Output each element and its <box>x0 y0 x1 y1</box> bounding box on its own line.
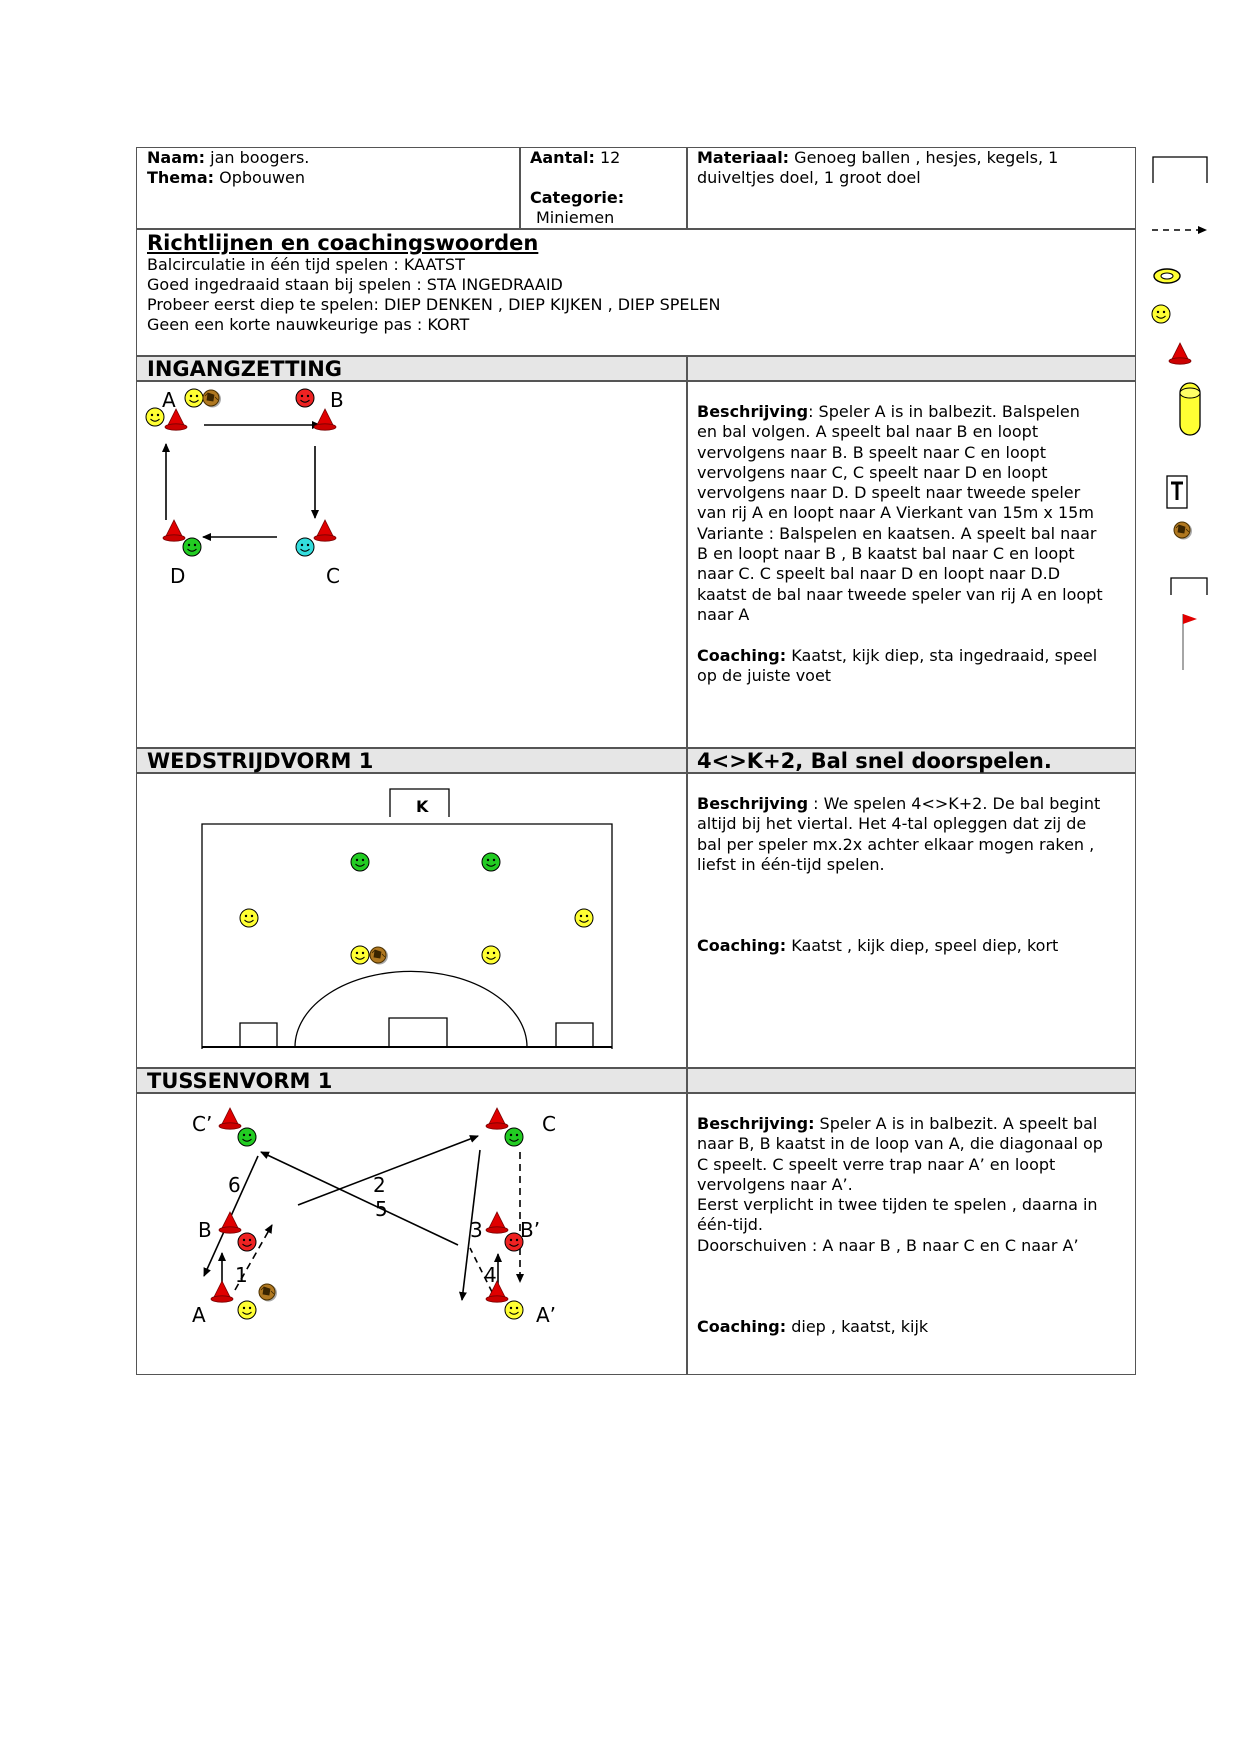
label-5: 5 <box>375 1197 388 1221</box>
small-goal-icon <box>1153 157 1207 183</box>
column-divider <box>686 355 688 1375</box>
label-b: B <box>330 388 344 412</box>
pitch-outline <box>202 824 612 1049</box>
ball-a <box>203 390 221 408</box>
categorie-label: Categorie: <box>530 188 625 207</box>
cone-b <box>314 409 336 430</box>
label-4: 4 <box>484 1263 497 1287</box>
cone-c-prime <box>219 1108 241 1129</box>
label-a: A <box>192 1303 206 1327</box>
green-player-2 <box>482 853 500 871</box>
player-c-prime <box>238 1128 256 1146</box>
guideline-2: Goed ingedraaid staan bij spelen : STA INGEDRAAID <box>147 275 563 294</box>
label-2: 2 <box>373 1173 386 1197</box>
materiaal-value-2: duiveltjes doel, 1 groot doel <box>697 168 921 187</box>
naam-field: Naam: jan boogers. <box>147 148 310 167</box>
center-arc <box>295 971 527 1047</box>
label-a-prime: A’ <box>536 1303 557 1327</box>
categorie-value: Miniemen <box>536 208 615 227</box>
aantal-value: 12 <box>600 148 621 167</box>
section1-diagram <box>140 383 540 593</box>
header-divider-1 <box>519 147 521 229</box>
small-goal-left <box>240 1023 277 1047</box>
naam-value: jan boogers. <box>210 148 310 167</box>
player-a-prime <box>505 1301 523 1319</box>
section1-desc-label: Beschrijving <box>697 402 809 421</box>
section3-diagram <box>140 1100 590 1330</box>
player-a2 <box>185 389 203 407</box>
aantal-field: Aantal: 12 <box>530 148 621 167</box>
materiaal-value-1: Genoeg ballen , hesjes, kegels, 1 <box>794 148 1059 167</box>
cone-c <box>486 1108 508 1129</box>
cone-d <box>163 520 185 541</box>
section2-desc-label: Beschrijving <box>697 794 809 813</box>
legend-icons <box>1150 150 1230 680</box>
section1-description: Beschrijving: Speler A is in balbezit. Balspelen en bal volgen. A speelt bal naar B en loopt vervolgens naar B. B speelt naar C en loopt vervolgens naar C, C speelt naar D en loopt vervolgens naar D. D speelt naar tweede speler van rij A en loopt naar A Vierkant van 15m x 15m Variante : Balspelen en kaatsen. A speelt bal naar B en loopt naar B , B kaatst bal naar C en loopt naar C. C speelt bal naar D en loopt naar D.D kaatst de bal naar tweede speler van rij A en loopt naar A Coaching: Kaatst, kijk diep, sta ingedraaid, speel op de juiste voet <box>697 402 1103 685</box>
guidelines-title: Richtlijnen en coachingswoorden <box>147 231 539 255</box>
section2-title: WEDSTRIJDVORM 1 <box>147 749 374 773</box>
label-d: D <box>170 564 186 588</box>
guideline-1: Balcirculatie in één tijd spelen : KAATST <box>147 255 465 274</box>
label-c: C <box>542 1112 556 1136</box>
section2-description: Beschrijving : We spelen 4<>K+2. De bal begint altijd bij het viertal. Het 4-tal opleggen dat zij de bal per speler mx.2x achter elkaar mogen raken , liefst in één-tijd spelen. Coaching: Kaatst , kijk diep, speel diep, kort <box>697 794 1101 956</box>
small-goal-right <box>556 1023 593 1047</box>
yellow-player-left <box>240 909 258 927</box>
label-b-prime: B’ <box>520 1218 541 1242</box>
section3-coaching-label: Coaching: <box>697 1316 787 1336</box>
label-c: C <box>326 564 340 588</box>
label-b: B <box>198 1218 212 1242</box>
label-a: A <box>162 388 176 412</box>
ring-icon <box>1154 269 1180 283</box>
small-goal-middle <box>389 1018 447 1047</box>
ingang-arrows <box>166 425 320 537</box>
player-b <box>238 1233 256 1251</box>
cone-b <box>219 1212 241 1233</box>
yellow-player-center <box>482 946 500 964</box>
player-b <box>296 389 314 407</box>
section2-pitch-diagram <box>195 782 625 1052</box>
section3-title: TUSSENVORM 1 <box>147 1069 333 1093</box>
player-a <box>238 1301 256 1319</box>
label-c-prime: C’ <box>192 1112 213 1136</box>
arrow-5-diagonal <box>261 1152 458 1245</box>
label-6: 6 <box>228 1173 241 1197</box>
label-1: 1 <box>235 1263 248 1287</box>
section1-title: INGANGZETTING <box>147 357 343 381</box>
guideline-3: Probeer eerst diep te spelen: DIEP DENKEN , DIEP KIJKEN , DIEP SPELEN <box>147 295 721 314</box>
section1-coaching-label: Coaching: <box>697 645 787 665</box>
yellow-player-ball <box>351 946 369 964</box>
mannequin-icon <box>1167 476 1187 508</box>
cone-a <box>211 1281 233 1302</box>
player-icon <box>1152 305 1170 323</box>
player-c <box>296 538 314 556</box>
yellow-player-right <box>575 909 593 927</box>
arrow-2-diagonal <box>298 1136 478 1205</box>
thema-value: Opbouwen <box>219 168 306 187</box>
guideline-4: Geen een korte nauwkeurige pas : KORT <box>147 315 470 334</box>
cone-b-prime <box>486 1212 508 1233</box>
section3-description: Beschrijving: Speler A is in balbezit. A speelt bal naar B, B kaatst in de loop van A, die diagonaal op C speelt. C speelt verre trap naar A’ en loopt vervolgens naar A’. Eerst verplicht in twee tijden te spelen , daarna in één-tijd. Doorschuiven : A naar B , B naar C en C naar A’ Coaching: diep , kaatst, kijk <box>697 1114 1103 1336</box>
label-3: 3 <box>470 1218 483 1242</box>
cone-icon <box>1169 343 1191 364</box>
section2-right-title: 4<>K+2, Bal snel doorspelen. <box>697 749 1052 773</box>
thema-field: Thema: Opbouwen <box>147 168 306 187</box>
cone-a <box>165 409 187 430</box>
goal-icon <box>1171 578 1207 595</box>
header-divider-2 <box>686 147 688 229</box>
section2-coaching-label: Coaching: <box>697 936 787 956</box>
cone-c <box>314 520 336 541</box>
section3-desc-label: Beschrijving: <box>697 1114 815 1133</box>
ball-icon <box>1174 522 1192 540</box>
ball-tussenvorm <box>259 1284 277 1302</box>
flag-icon <box>1183 614 1197 670</box>
pole-icon <box>1180 383 1200 435</box>
ball-wedstrijd <box>370 947 388 965</box>
green-player-1 <box>351 853 369 871</box>
player-c <box>505 1128 523 1146</box>
materiaal-field: Materiaal: Genoeg ballen , hesjes, kegels, 1 <box>697 148 1059 167</box>
player-d <box>183 538 201 556</box>
keeper-label: K <box>416 797 429 816</box>
